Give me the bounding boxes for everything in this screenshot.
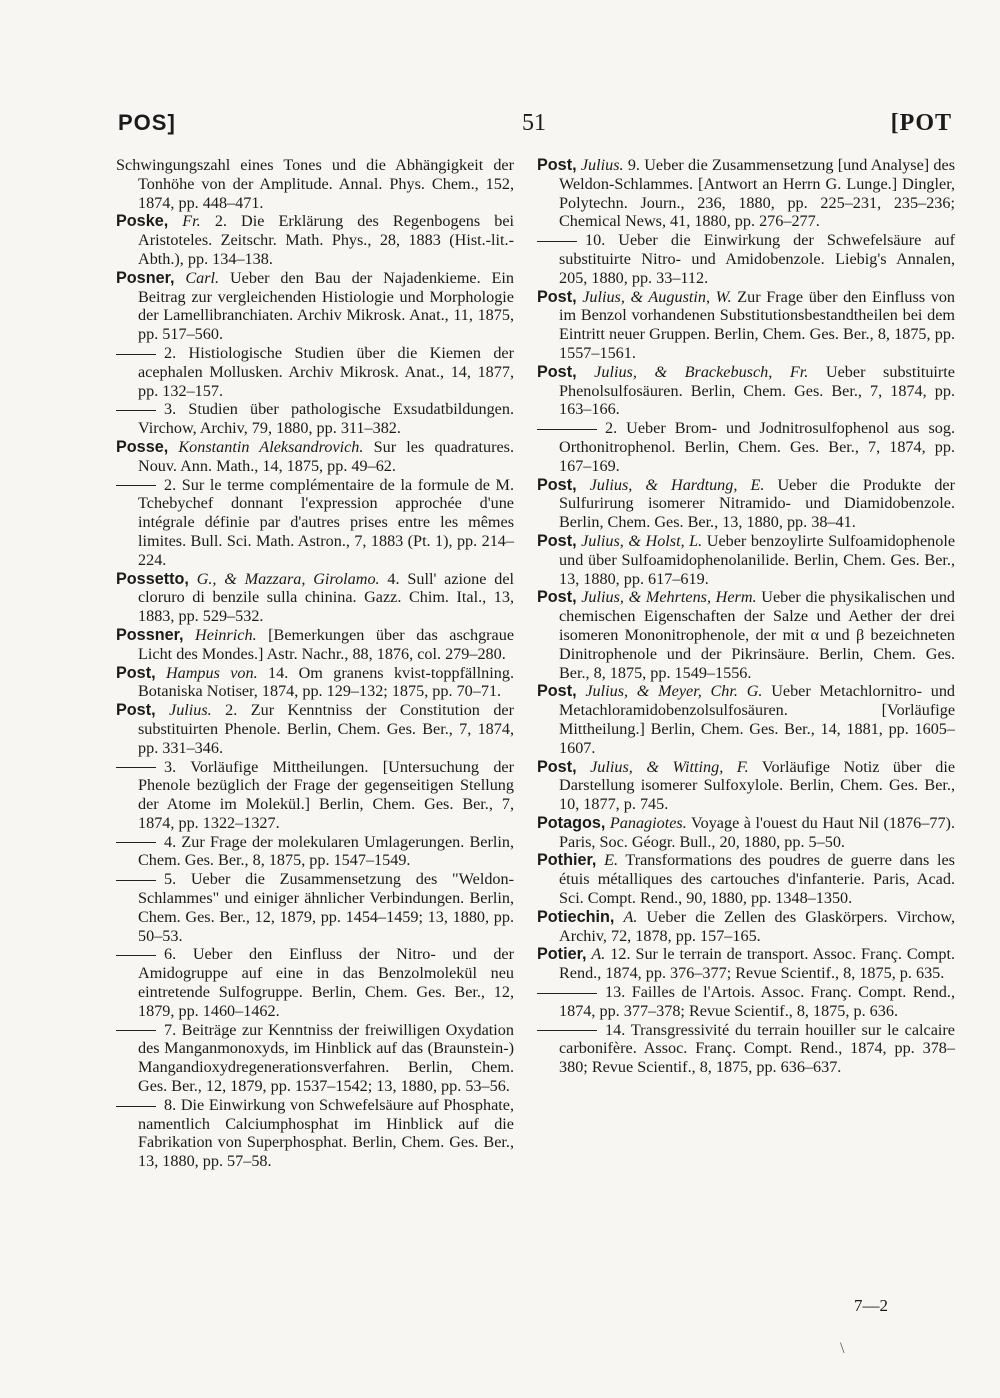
ditto-dash	[116, 410, 156, 411]
author-surname: Potier,	[537, 945, 587, 964]
entry-text: Ueber benzoylirte Sulfoamidophenole und über Sulfoamidophenolanilide. Berlin, Chem. Ges. Ber., 13, 1880, pp. 617–619.	[559, 531, 956, 588]
ditto-dash	[116, 955, 156, 956]
entry-text: 2. Ueber Brom- und Jodnitrosulfophenol aus sog. Orthonitrophenol. Berlin, Chem. Ges. Ber., 7, 1874, pp. 167–169.	[559, 419, 955, 475]
entry-text: 2. Histiologische Studien über die Kiemen der acephalen Mollusken. Archiv Mikrosk. Anat., 14, 1877, pp. 132–157.	[138, 343, 514, 400]
bibliography-entry	[537, 419, 955, 475]
entry-text: 12. Sur le terrain de transport. Assoc. Franç. Compt. Rend., 1874, pp. 376–377; Revue Scientif., 8, 1875, p. 635.	[559, 945, 956, 983]
bibliography-entry	[116, 626, 514, 664]
author-given-name: Julius.	[580, 156, 624, 174]
bibliography-entry	[116, 438, 514, 476]
author-given-name: Julius, & Holst, L.	[581, 531, 703, 550]
author-given-name: Julius, & Mehrtens, Herm.	[581, 588, 757, 607]
author-surname: Post,	[537, 757, 577, 776]
bibliography-entry	[116, 664, 514, 702]
entry-text: 2. Die Erklärung des Regenbogens bei Aristoteles. Zeitschr. Math. Phys., 28, 1883 (Hist.-lit.-Abth.), pp. 134–138.	[138, 212, 514, 268]
bibliography-entry	[116, 269, 514, 344]
ditto-dash	[116, 880, 156, 881]
entry-text: 2. Zur Kenntniss der Constitution der substituirten Phenole. Berlin, Chem. Ges. Ber., 7, 1874, pp. 331–346.	[138, 701, 515, 757]
ditto-dash	[116, 767, 156, 768]
author-given-name: Julius, & Brackebusch, Fr.	[594, 362, 809, 381]
entry-text: Zur Frage über den Einfluss von im Benzol vorhandenen Substitutionsbestandtheilen bei dem Eintritt neuer Gruppen. Berlin, Chem. Ges. Ber., 8, 1875, pp. 1557–1561.	[559, 287, 956, 362]
entry-text: 7. Beiträge zur Kenntniss der freiwilligen Oxydation des Manganmonoxyds, im Hinblick auf das (Braunstein-) Mangandioxydregenerationsverfahren. Berlin, Chem. Ges. Ber., 12, 1879, pp. 1537–1542; 13, 1880, pp. 53–56.	[138, 1020, 514, 1096]
entry-text: Vorläufige Notiz über die Darstellung isomerer Sulfoxylole. Berlin, Chem. Ges. Ber., 10, 1877, p. 745.	[559, 757, 955, 814]
author-given-name: Fr.	[182, 212, 201, 231]
running-head-left: POS]	[118, 110, 176, 135]
bibliography-entry	[116, 1021, 514, 1096]
author-given-name: Julius, & Witting, F.	[590, 757, 749, 776]
entry-text: Ueber die Zellen des Glaskörpers. Virchow, Archiv, 72, 1878, pp. 157–165.	[559, 907, 956, 945]
entry-text: Voyage à l'ouest du Haut Nil (1876–77). Paris, Soc. Géogr. Bull., 20, 1880, pp. 5–50.	[559, 813, 955, 851]
author-given-name: G., & Mazzara, Girolamo.	[196, 569, 380, 588]
bibliography-entry	[537, 588, 955, 682]
author-surname: Potiechin,	[537, 907, 615, 926]
bibliography-entry	[116, 701, 514, 757]
entry-text: 3. Studien über pathologische Exsudatbildungen. Virchow, Archiv, 79, 1880, pp. 311–382.	[138, 400, 514, 438]
bibliography-entry	[537, 814, 955, 852]
entry-text: 14. Transgressivité du terrain houiller sur le calcaire carbonifère. Assoc. Franç. Compt. Rend., 1874, pp. 378–380; Revue Scientif., 8, 1875, pp. 636–637.	[559, 1020, 955, 1077]
author-surname: Post,	[537, 531, 577, 550]
bibliography-entry	[116, 344, 514, 400]
entry-text: 13. Failles de l'Artois. Assoc. Franç. Compt. Rend., 1874, pp. 377–378; Revue Scientif., 8, 1875, p. 636.	[559, 983, 955, 1020]
author-surname: Pothier,	[537, 851, 597, 870]
entry-text: 5. Ueber die Zusammensetzung des "Weldon-Schlammes" und einiger ähnlicher Verbindungen. Berlin, Chem. Ges. Ber., 12, 1879, pp. 1454–1459; 13, 1880, pp. 50–53.	[138, 870, 514, 945]
bibliography-entry	[116, 476, 514, 570]
entry-text: 8. Die Einwirkung von Schwefelsäure auf Phosphate, namentlich Calciumphosphat im Hinblick auf die Fabrikation von Superphosphat. Berlin, Chem. Ges. Ber., 13, 1880, pp. 57–58.	[138, 1095, 514, 1171]
entry-text: 3. Vorläufige Mittheilungen. [Untersuchung der Phenole bezüglich der Frage der gegenseitigen Stellung der Atome im Molekül.] Berlin, Chem. Ges. Ber., 7, 1874, pp. 1322–1327.	[138, 757, 514, 832]
author-given-name: Panagiotes.	[609, 813, 687, 832]
entry-text: 9. Ueber die Zusammensetzung [und Analyse] des Weldon-Schlammes. [Antwort an Herrn G. Lunge.] Dingler, Polytechn. Journ., 236, 1880, pp. 225–231, 235–236; Chemical News, 41, 1880, pp. 276–277.	[559, 156, 956, 231]
bibliography-entry	[537, 758, 955, 814]
bibliography-entry	[116, 833, 514, 871]
bibliography-entry	[537, 945, 955, 983]
author-surname: Post,	[537, 156, 577, 174]
author-given-name: Julius, & Augustin, W.	[582, 287, 732, 306]
author-given-name: Carl.	[185, 268, 220, 287]
author-surname: Post,	[116, 701, 156, 720]
bibliography-entry	[537, 231, 955, 287]
bibliography-entry	[537, 156, 955, 231]
left-column	[116, 156, 514, 1171]
bibliography-entry	[116, 212, 514, 268]
pencil-mark: \	[840, 1340, 845, 1357]
entry-text: 4. Sull' azione del cloruro di benzile sulla chinina. Gazz. Chim. Ital., 13, 1883, pp. 529–532.	[138, 569, 515, 626]
author-given-name: E.	[604, 851, 618, 870]
author-given-name: Heinrich.	[195, 625, 257, 644]
author-surname: Post,	[537, 287, 577, 306]
bibliography-entry	[116, 870, 514, 945]
author-surname: Post,	[537, 588, 577, 607]
author-surname: Posner,	[116, 268, 175, 287]
bibliography-entry	[537, 476, 955, 532]
author-surname: Possetto,	[116, 569, 189, 588]
entry-text: 10. Ueber die Einwirkung der Schwefelsäure auf substituirte Nitro- und Amidobenzole. Liebig's Annalen, 205, 1880, pp. 33–112.	[559, 231, 955, 287]
entry-text: Transformations des poudres de guerre dans les étuis métalliques des cartouches d'infanterie. Paris, Acad. Sci. Compt. Rend., 90, 1880, pp. 1348–1350.	[559, 851, 955, 908]
ditto-dash	[537, 429, 597, 430]
entry-text: 4. Zur Frage der molekularen Umlagerungen. Berlin, Chem. Ges. Ber., 8, 1875, pp. 1547–1549.	[138, 832, 514, 870]
author-given-name: A.	[623, 907, 638, 926]
entry-text: Schwingungszahl eines Tones und die Abhängigkeit der Tonhöhe von der Amplitude. Annal. Phys. Chem., 152, 1874, pp. 448–471.	[116, 156, 514, 212]
bibliography-entry	[537, 363, 955, 419]
bibliography-entry	[537, 532, 955, 588]
author-given-name: Julius, & Hardtung, E.	[589, 475, 765, 494]
entry-text: Ueber substituirte Phenolsulfosäuren. Berlin, Chem. Ges. Ber., 7, 1874, pp. 163–166.	[559, 362, 955, 419]
bibliography-entry	[537, 851, 955, 907]
entry-text: 2. Sur le terme complémentaire de la formule de M. Tchebychef donnant l'expression approchée d'une intégrale définie par d'autres prises entre les mêmes limites. Bull. Sci. Math. Astron., 7, 1883 (Pt. 1), pp. 214–224.	[138, 475, 514, 569]
bibliography-entry	[116, 945, 514, 1020]
author-surname: Potagos,	[537, 813, 606, 832]
author-given-name: A.	[591, 945, 606, 964]
running-head-right: [POT	[890, 110, 952, 136]
bibliography-entry	[116, 400, 514, 438]
ditto-dash	[537, 993, 597, 994]
bibliography-entry	[537, 908, 955, 946]
ditto-dash	[537, 1030, 597, 1031]
ditto-dash	[116, 1030, 156, 1031]
author-given-name: Konstantin Aleksandrovich.	[178, 437, 364, 456]
bibliography-entry	[537, 682, 955, 757]
entry-text: Ueber Metachlornitro- und Metachloramidobenzolsulfosäuren. [Vorläufige Mittheilung.] Berlin, Chem. Ges. Ber., 14, 1881, pp. 1605–1607.	[559, 682, 956, 757]
entry-text: Ueber die physikalischen und chemischen Eigenschaften der Salze und Aether der drei isomeren Mononitrophenole, der mit α und β bezeichneten Dinitrophenole und der Pikrinsäure. Berlin, Chem. Ges. Ber., 8, 1875, pp. 1549–1556.	[559, 588, 956, 682]
entry-text: Ueber die Produkte der Sulfurirung isomerer Nitramido- und Diamidobenzole. Berlin, Chem. Ges. Ber., 13, 1880, pp. 38–41.	[559, 475, 955, 532]
page-number: 51	[522, 110, 546, 136]
ditto-dash	[116, 842, 156, 843]
ditto-dash	[537, 241, 577, 242]
author-surname: Post,	[537, 475, 577, 494]
entry-text: [Bemerkungen über das aschgraue Licht des Mondes.] Astr. Nachr., 88, 1876, col. 279–280.	[138, 625, 515, 663]
author-surname: Post,	[537, 362, 577, 381]
bibliography-entry	[537, 983, 955, 1021]
bibliography-entry	[116, 156, 514, 212]
bibliography-entry	[537, 1021, 955, 1077]
entry-text: 14. Om granens kvist-toppfällning. Botaniska Notiser, 1874, pp. 129–132; 1875, pp. 70–71.	[138, 663, 514, 701]
author-surname: Posse,	[116, 437, 169, 456]
entry-text: Sur les quadratures. Nouv. Ann. Math., 14, 1875, pp. 49–62.	[138, 437, 514, 475]
author-surname: Possner,	[116, 625, 184, 644]
bibliography-entry	[116, 570, 514, 626]
ditto-dash	[116, 354, 156, 355]
ditto-dash	[116, 1106, 156, 1107]
bibliography-entry	[116, 758, 514, 833]
bibliography-entry	[537, 288, 955, 363]
author-given-name: Julius.	[169, 701, 212, 720]
entry-text: 6. Ueber den Einfluss der Nitro- und der Amidogruppe auf eine in das Benzolmolekül neu eintretende Sulfogruppe. Berlin, Chem. Ges. Ber., 12, 1879, pp. 1460–1462.	[138, 945, 514, 1020]
author-given-name: Julius, & Meyer, Chr. G.	[585, 682, 763, 701]
entry-text: Ueber den Bau der Najadenkieme. Ein Beitrag zur vergleichenden Histiologie und Morphologie der Lamellibranchiaten. Archiv Mikrosk. Anat., 11, 1875, pp. 517–560.	[138, 268, 515, 344]
ditto-dash	[116, 485, 156, 486]
author-given-name: Hampus von.	[165, 663, 258, 682]
bibliography-entry	[116, 1096, 514, 1171]
author-surname: Poske,	[116, 212, 169, 231]
author-surname: Post,	[537, 682, 577, 701]
right-column	[537, 156, 955, 1077]
author-surname: Post,	[116, 663, 156, 682]
signature-mark: 7—2	[854, 1296, 888, 1315]
